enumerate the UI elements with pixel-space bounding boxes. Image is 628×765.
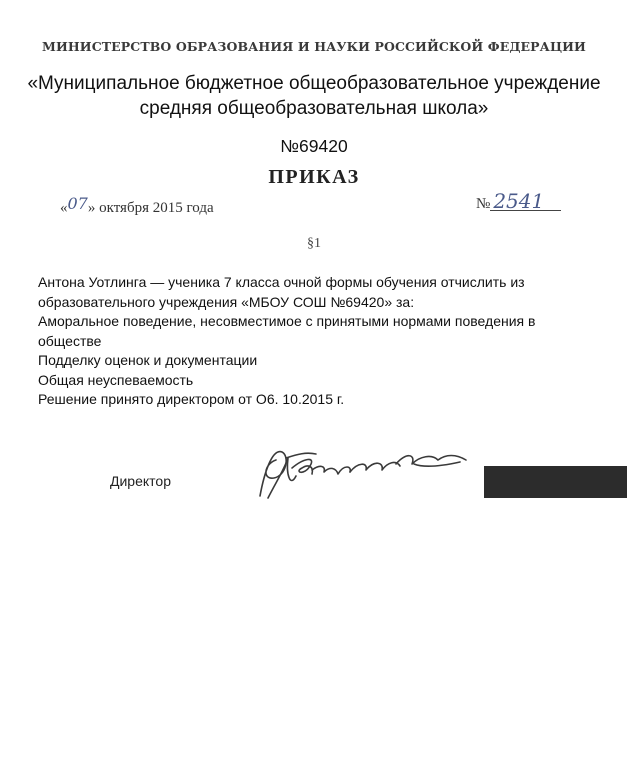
institution-line-1: «Муниципальное бюджетное общеобразовательное учреждение bbox=[27, 73, 601, 94]
date-open-quote: « bbox=[60, 200, 68, 216]
body-paragraph: Антона Уотлинга — ученика 7 класса очной формы обучения отчислить из образовательного учреждения «МБОУ СОШ №69420» за: bbox=[38, 274, 525, 310]
signature-image bbox=[246, 438, 476, 508]
order-date bbox=[60, 194, 214, 217]
section-mark: §1 bbox=[307, 236, 321, 251]
order-number bbox=[476, 189, 561, 213]
redaction-block bbox=[484, 466, 627, 498]
institution-name bbox=[0, 71, 628, 121]
order-title: ПРИКАЗ bbox=[268, 166, 360, 188]
school-number: №69420 bbox=[280, 136, 348, 156]
order-number-prefix: № bbox=[476, 196, 491, 212]
reason-item: Подделку оценок и документации bbox=[38, 352, 258, 368]
order-number-handwritten: 2541 bbox=[490, 192, 561, 211]
order-body bbox=[38, 273, 598, 410]
date-rest: » октября 2015 года bbox=[87, 200, 214, 216]
ministry-header: МИНИСТЕРСТВО ОБРАЗОВАНИЯ И НАУКИ РОССИЙСКОЙ ФЕДЕРАЦИИ bbox=[42, 39, 586, 54]
reason-item: Аморальное поведение, несовместимое с принятыми нормами поведения в обществе bbox=[38, 313, 536, 349]
institution-line-2: средняя общеобразовательная школа» bbox=[139, 98, 489, 119]
director-label: Директор bbox=[110, 473, 171, 489]
decision-line: Решение принято директором от О6. 10.2015 г. bbox=[38, 391, 345, 407]
reason-item: Общая неуспеваемость bbox=[38, 371, 194, 388]
date-day-handwritten: 07 bbox=[67, 194, 88, 213]
